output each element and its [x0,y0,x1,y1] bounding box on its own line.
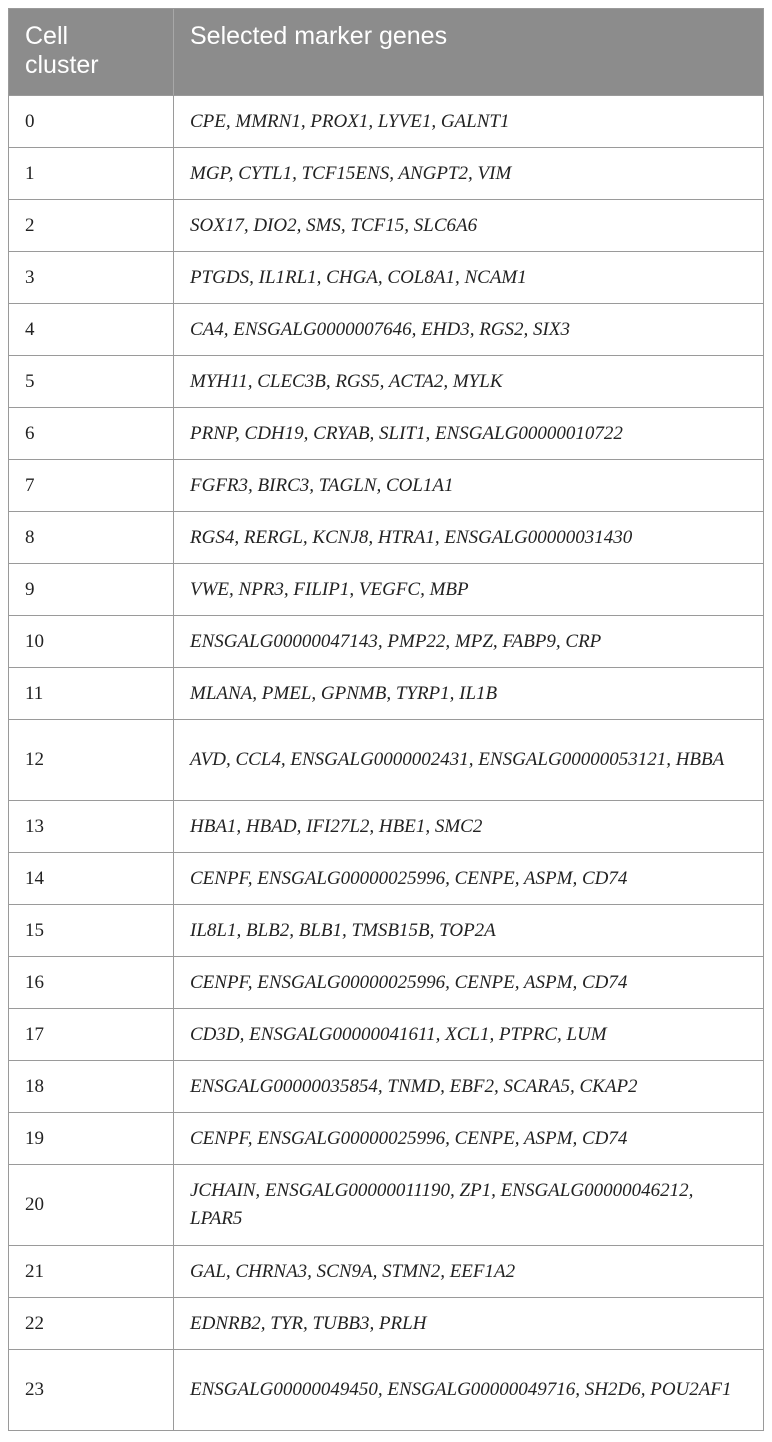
cluster-cell: 14 [9,853,174,904]
genes-cell: PRNP, CDH19, CRYAB, SLIT1, ENSGALG00000010722 [190,422,623,444]
cluster-cell: 22 [9,1298,174,1349]
cluster-cell: 5 [9,356,174,407]
table-row [9,563,763,615]
genes-cell: ENSGALG00000047143, PMP22, MPZ, FABP9, CRP [190,630,602,652]
genes-cell: CENPF, ENSGALG00000025996, CENPE, ASPM, CD74 [190,1127,628,1149]
table-row [9,407,763,459]
cluster-cell: 0 [9,96,174,147]
cluster-cell: 15 [9,905,174,956]
cluster-cell: 23 [9,1350,174,1430]
table-row [9,1060,763,1112]
genes-cell: PTGDS, IL1RL1, CHGA, COL8A1, NCAM1 [190,266,527,288]
table-row [9,852,763,904]
table-row [9,719,763,800]
cluster-cell: 3 [9,252,174,303]
genes-cell: CENPF, ENSGALG00000025996, CENPE, ASPM, CD74 [190,971,628,993]
genes-cell: FGFR3, BIRC3, TAGLN, COL1A1 [190,474,454,496]
table-row [9,251,763,303]
genes-cell: GAL, CHRNA3, SCN9A, STMN2, EEF1A2 [190,1260,516,1282]
table-row [9,459,763,511]
table-row [9,1164,763,1245]
header-cluster-line2: cluster [25,51,99,79]
genes-cell: MLANA, PMEL, GPNMB, TYRP1, IL1B [190,682,498,704]
cluster-cell: 13 [9,801,174,852]
table-row [9,1008,763,1060]
genes-cell: AVD, CCL4, ENSGALG0000002431, ENSGALG00000053121, HBBA [190,749,725,770]
cluster-cell: 19 [9,1113,174,1164]
cluster-cell: 12 [9,720,174,800]
table-row [9,199,763,251]
table-header-row [9,9,763,95]
table-row [9,1112,763,1164]
genes-cell: ENSGALG00000035854, TNMD, EBF2, SCARA5, CKAP2 [190,1075,638,1097]
table-row [9,956,763,1008]
genes-cell: IL8L1, BLB2, BLB1, TMSB15B, TOP2A [190,919,496,941]
cluster-cell: 11 [9,668,174,719]
cluster-cell: 21 [9,1246,174,1297]
genes-cell: JCHAIN, ENSGALG00000011190, ZP1, ENSGALG00000046212, LPAR5 [190,1180,694,1229]
table-row [9,800,763,852]
header-cell-cluster [9,9,174,95]
genes-cell: ENSGALG00000049450, ENSGALG00000049716, SH2D6, POU2AF1 [190,1379,732,1400]
table-row [9,1297,763,1349]
table-row [9,1349,763,1430]
table-row [9,355,763,407]
table-row [9,511,763,563]
cluster-cell: 1 [9,148,174,199]
cluster-cell: 10 [9,616,174,667]
marker-genes-table [8,8,764,1431]
cluster-cell: 9 [9,564,174,615]
cluster-cell: 6 [9,408,174,459]
table-row [9,904,763,956]
genes-cell: HBA1, HBAD, IFI27L2, HBE1, SMC2 [190,815,483,837]
cluster-cell: 7 [9,460,174,511]
table-row [9,615,763,667]
table-row [9,1245,763,1297]
genes-cell: MGP, CYTL1, TCF15ENS, ANGPT2, VIM [190,162,512,184]
cluster-cell: 2 [9,200,174,251]
table-row [9,303,763,355]
cluster-cell: 8 [9,512,174,563]
genes-cell: MYH11, CLEC3B, RGS5, ACTA2, MYLK [190,370,503,392]
header-cell-genes: Selected marker genes [190,22,448,50]
table-row [9,147,763,199]
cluster-cell: 18 [9,1061,174,1112]
genes-cell: CA4, ENSGALG0000007646, EHD3, RGS2, SIX3 [190,318,570,340]
table-row [9,95,763,147]
genes-cell: RGS4, RERGL, KCNJ8, HTRA1, ENSGALG00000031430 [190,526,633,548]
genes-cell: EDNRB2, TYR, TUBB3, PRLH [190,1312,427,1334]
genes-cell: CENPF, ENSGALG00000025996, CENPE, ASPM, CD74 [190,867,628,889]
genes-cell: CPE, MMRN1, PROX1, LYVE1, GALNT1 [190,110,510,132]
genes-cell: CD3D, ENSGALG00000041611, XCL1, PTPRC, LUM [190,1023,607,1045]
cluster-cell: 16 [9,957,174,1008]
cluster-cell: 4 [9,304,174,355]
cluster-cell: 20 [9,1165,174,1245]
table-row [9,667,763,719]
genes-cell: VWE, NPR3, FILIP1, VEGFC, MBP [190,578,469,600]
cluster-cell: 17 [9,1009,174,1060]
header-cluster-line1: Cell [25,22,69,50]
genes-cell: SOX17, DIO2, SMS, TCF15, SLC6A6 [190,214,478,236]
